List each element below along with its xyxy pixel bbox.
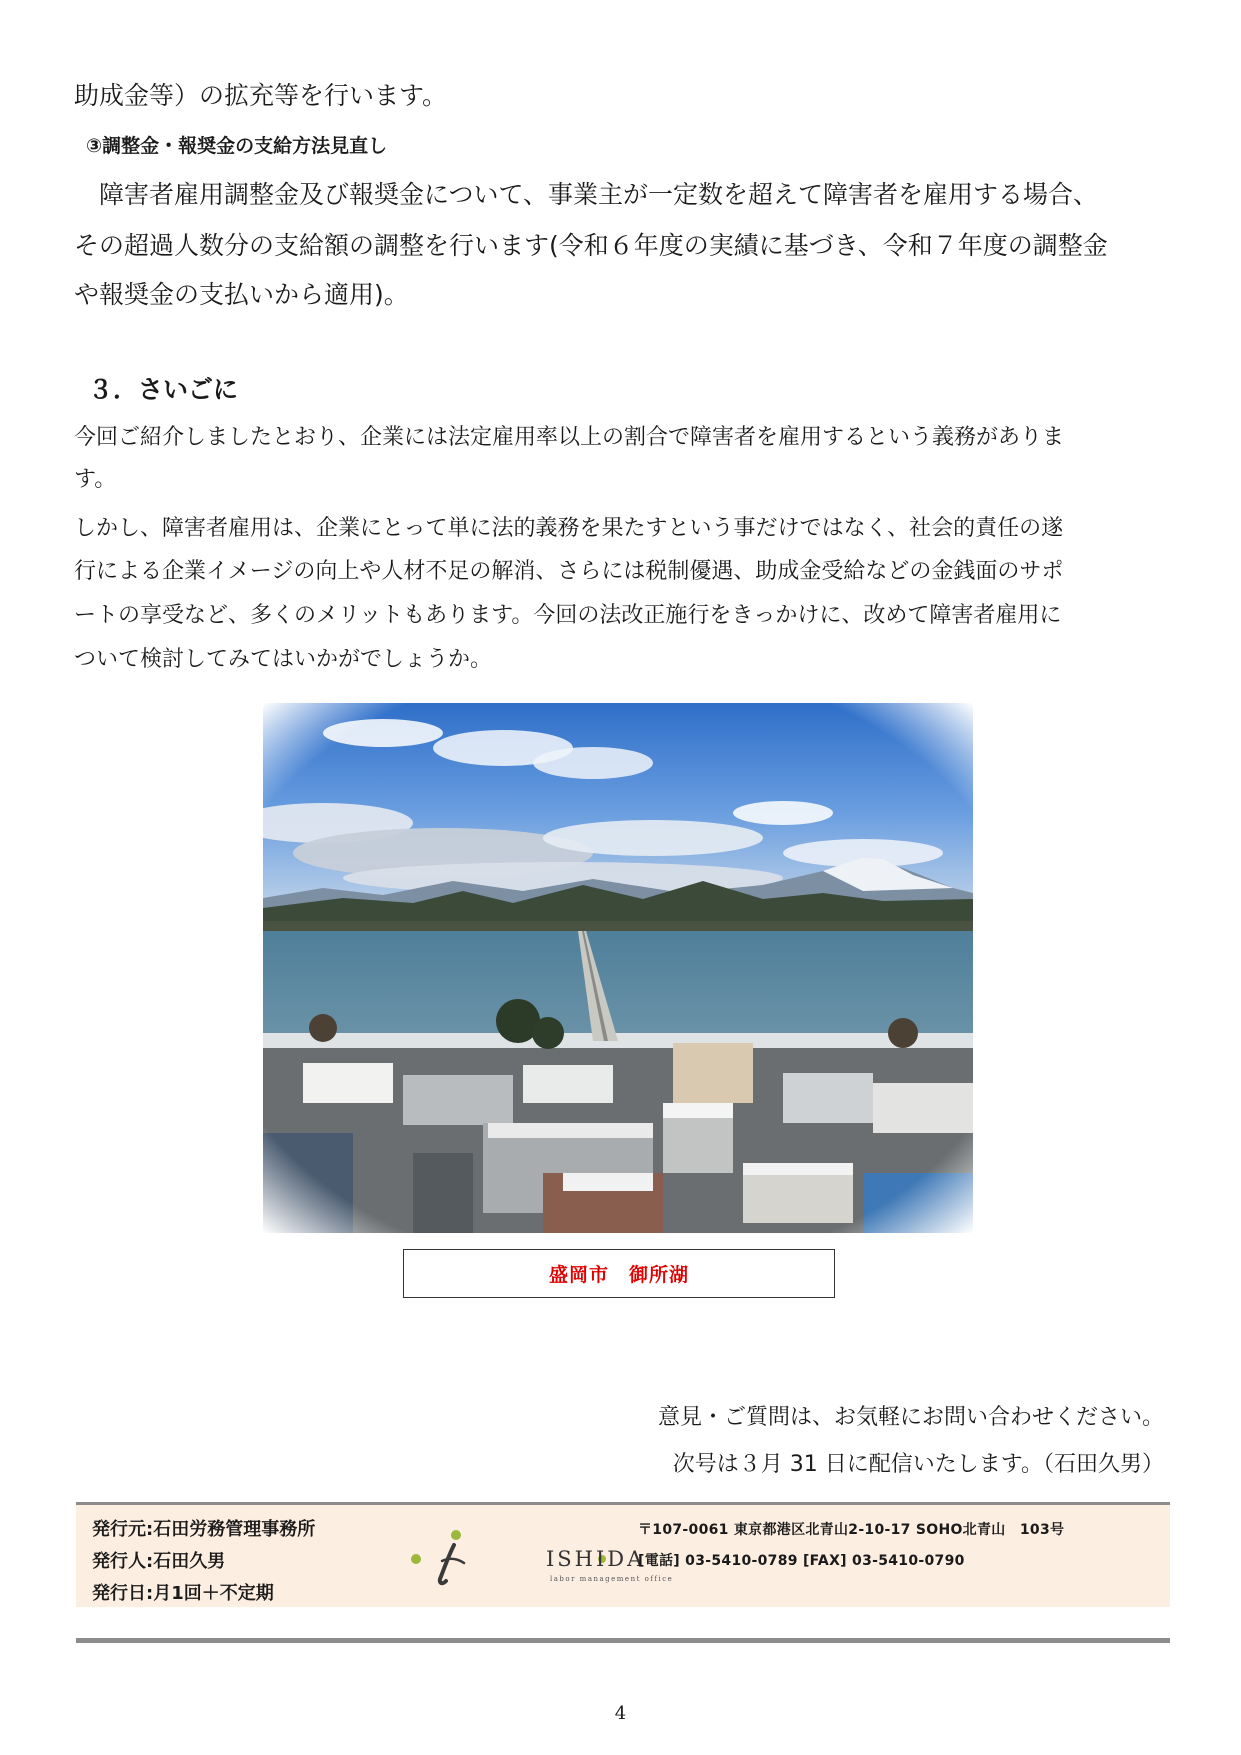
- footer-issuer: 発行人:石田久男: [92, 1551, 226, 1572]
- subsection-line-2: その超過人数分の支給額の調整を行います(令和６年度の実績に基づき、令和７年度の調整金: [74, 231, 1108, 260]
- footer-address: 〒107-0061 東京都港区北青山2-10-17 SOHO北青山 103号: [638, 1522, 1065, 1538]
- section-line-1: 今回ご紹介しましたとおり、企業には法定雇用率以上の割合で障害者を雇用するという義務がありま: [74, 425, 1065, 450]
- footer-band: [76, 1502, 1170, 1607]
- page-number: 4: [614, 1703, 627, 1724]
- subsection-line-3: や報奨金の支払いから適用)。: [74, 280, 409, 309]
- photo-caption: 盛岡市 御所湖: [403, 1249, 835, 1298]
- footer-issue-date: 発行日:月1回＋不定期: [92, 1583, 274, 1604]
- next-issue-note: 次号は３月 31 日に配信いたします。（石田久男）: [672, 1452, 1164, 1477]
- lake-photo: [263, 703, 973, 1233]
- logo-wordmark: ISHIDA: [546, 1547, 646, 1571]
- section-line-5: ートの享受など、多くのメリットもあります。今回の法改正施行をきっかけに、改めて障害者雇用に: [74, 603, 1062, 628]
- section-line-2: す。: [74, 467, 117, 492]
- logo-subtext: labor management office: [550, 1575, 674, 1583]
- subsection-title: ③調整金・報奨金の支給方法見直し: [86, 135, 388, 157]
- section-title: ３．さいごに: [88, 375, 239, 404]
- closing-invitation: 意見・ご質問は、お気軽にお問い合わせください。: [657, 1405, 1164, 1430]
- footer-rule: [76, 1638, 1170, 1643]
- section-line-4: 行による企業イメージの向上や人材不足の解消、さらには税制優遇、助成金受給などの金銭面のサポ: [74, 559, 1064, 584]
- subsection-line-1: 障害者雇用調整金及び報奨金について、事業主が一定数を超えて障害者を雇用する場合、: [74, 180, 1099, 209]
- footer-contact: [電話] 03-5410-0789 [FAX] 03-5410-0790: [638, 1553, 965, 1569]
- section-line-6: ついて検討してみてはいかがでしょうか。: [74, 647, 493, 672]
- footer-publisher: 発行元:石田労務管理事務所: [92, 1519, 316, 1540]
- section-line-3: しかし、障害者雇用は、企業にとって単に法的義務を果たすという事だけではなく、社会的責任の遂: [74, 516, 1064, 541]
- intro-continuation: 助成金等）の拡充等を行います。: [74, 81, 448, 110]
